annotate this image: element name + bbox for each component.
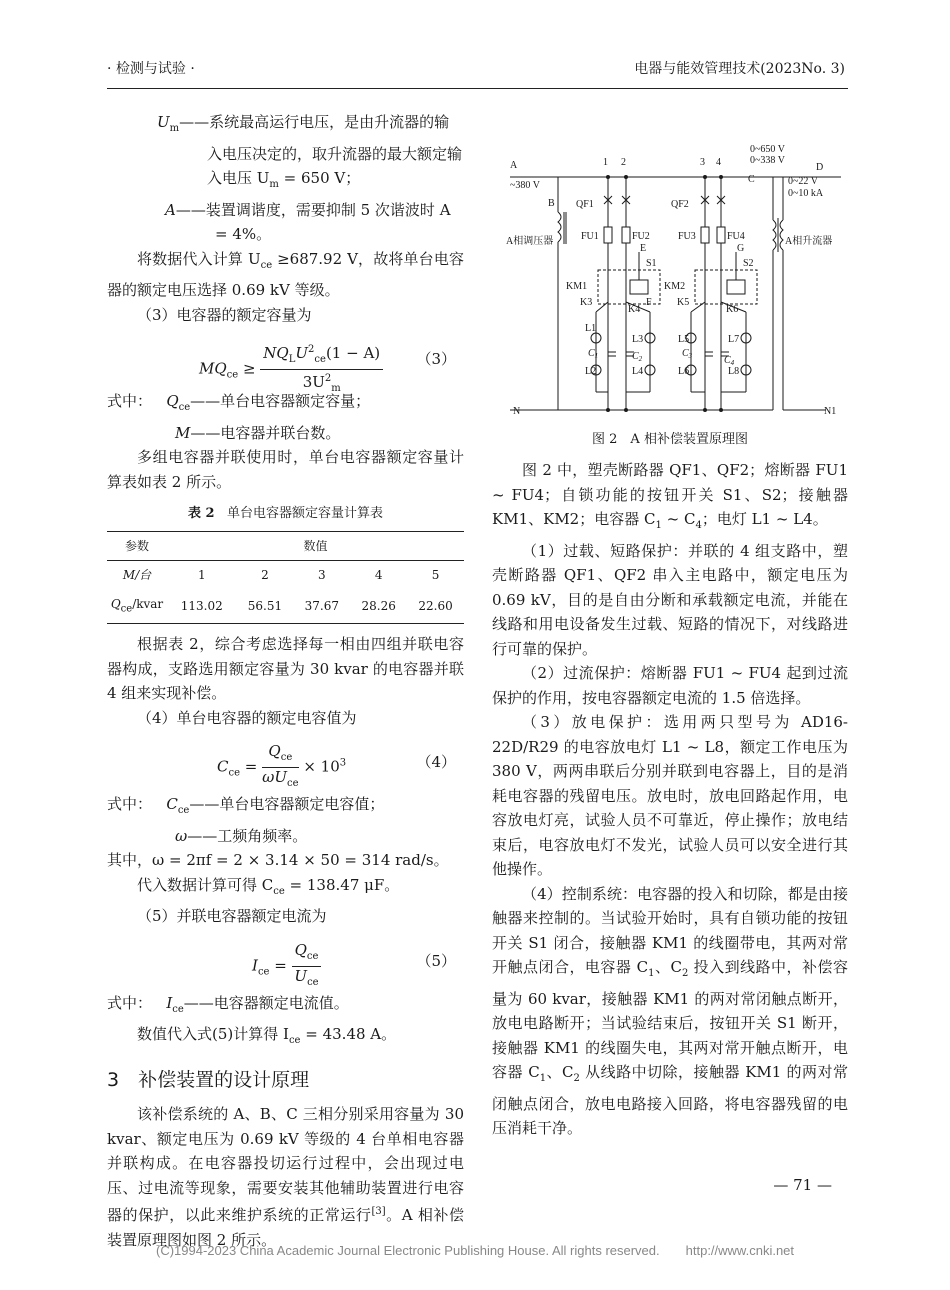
equation-3: $MQ_{ce}$ ≥ $\frac{NQ_LU^2_{ce}(1 - A)}{3U^2_m}$ （3） [107,333,464,383]
label-K6: K6 [726,304,739,315]
node-4: 4 [716,157,721,168]
label-N1: N1 [824,406,837,417]
table-caption: 表 2 单台电容器额定容量计算表 [188,506,383,521]
node-3: 3 [700,157,705,168]
paragraph: 将数据代入计算 $U_{ce} \ge 687.92$ V，故将单台电容器的额定电压选择 0.69 kV 等级。 [107,249,464,299]
label-D: D [816,162,824,173]
table-cell: 28.26 [361,599,396,614]
table-header: 参数 [124,538,149,553]
node-1: 1 [603,157,608,168]
running-header-left: · 检测与试验 · [107,61,195,77]
where-qce: 式中： $Q_{ce}——$单台电容器额定容量； [107,392,371,413]
capacity-table [107,531,464,625]
label-L6: L6 [678,366,690,377]
label-C1: $C_1$ [588,348,599,360]
page-number: — 71 — [773,1176,832,1194]
label-v650: 0~650 V [750,144,785,155]
equation-5: $I_{ce}$ = $\frac{Q_{ce}}{U_{ce}}$ （5） [252,940,456,988]
calc-i: 数值代入式(5)计算得 $I_{ce} = 43.48$ A。 [137,1025,397,1047]
table-cell: 22.60 [418,599,453,614]
table-cell: 3 [317,568,326,582]
label-N: N [513,406,521,417]
label-E: E [640,243,647,254]
paragraph: （1）过载、短路保护：并联的 4 组支路中，塑壳断路器 QF1、QF2 串入主电路中，额定电压为 0.69 kV，目的是自由分断和承载额定电流，并能在线路和用电设备发生过载、短路的情况下，对线路进行可靠的保护。 [492,541,848,658]
calc-c: 代入数据计算可得 $C_{ce} = 138.47$ μF。 [137,875,400,897]
header-rule [107,88,848,89]
label-K3: K3 [580,297,593,308]
where-omega: ω——工频角频率。 [175,826,308,845]
table-cell: 37.67 [304,599,339,614]
node-2: 2 [621,157,626,168]
label-L2: L2 [585,366,597,377]
definition-a: A——装置调谐度，需要抑制 5 次谐波时 A = 4%。 [165,200,451,243]
table-cell: 2 [261,568,269,582]
item-3: （3）电容器的额定容量为 [137,305,312,324]
equation-number: （4） [416,753,456,772]
label-FU4: FU4 [727,231,745,242]
label-B: B [548,198,555,209]
label-FU2: FU2 [632,231,650,242]
where-m: M——电容器并联台数。 [175,423,341,442]
table-cell: M/台 [122,568,152,582]
label-KM2: KM2 [664,281,686,292]
paragraph: （3）放电保护：选用两只型号为 AD16-22D/R29 的电容放电灯 L1 ~ L8，额定工作电压为 380 V，两两串联后分别并联到电容器上，目的是消耗电容器的残留电压。放电时，放电回路起作用，电容放电灯亮，试验人员不可靠近，停止操作；放电结束后，电容放电灯不发光，试验人员可以安全进行其他操作。 [492,713,848,878]
label-v338: 0~338 V [750,155,785,166]
left-column [107,110,464,1252]
label-L8: L8 [728,366,740,377]
table-cell: $Q_{ce}$/kvar [110,596,164,614]
label-C: C [748,174,755,185]
label-QF1: QF1 [576,199,594,210]
equation-number: （3） [416,350,456,368]
label-v22: 0~22 V [788,176,818,187]
label-QF2: QF2 [671,199,689,210]
paragraph: 根据表 2，综合考虑选择每一相由四组并联电容器构成，支路选用额定容量为 30 kvar 的电容器并联 4 组来实现补偿。 [107,635,464,703]
circuit-diagram [506,144,843,422]
table-cell: 113.02 [180,599,223,614]
paragraph: 多组电容器并联使用时，单台电容器额定容量计算表如表 2 所示。 [107,448,464,491]
table-cell: 56.51 [247,599,283,614]
label-L1: L1 [585,323,597,334]
label-KM1: KM1 [566,281,588,292]
label-transformer-a: A相调压器 [506,236,554,247]
omega-line: 其中，ω = 2πf = 2 × 3.14 × 50 = 314 rad/s。 [107,851,449,870]
where-cce: 式中： $C_{ce}——$单台电容器额定电容值； [107,795,385,817]
label-FU3: FU3 [678,231,696,242]
label-K5: K5 [677,297,690,308]
paragraph: 该补偿系统的 A、B、C 三相分别采用容量为 30 kvar、额定电压为 0.69 kV 等级的 4 台单相电容器并联构成。在电容器投切运行过程中，会出现过电压、过电流等现象，需要安装其他辅助装置进行电容器的保护，以此来维护系统的正常运行[3]。A 相补偿装置原理图如图 2 所示。 [107,1105,464,1249]
label-L4: L4 [632,366,644,377]
label-C3: $C_3$ [682,348,693,360]
label-A: A [510,160,518,171]
label-C2: $C_2$ [632,351,643,363]
label-FU1: FU1 [581,231,599,242]
citation[interactable]: [3] [371,1206,386,1218]
paragraph: （4）控制系统：电容器的投入和切除，都是由接触器来控制的。当试验开始时，具有自锁功能的按钮开关 S1 闭合，接触器 KM1 的线圈带电，其两对常开触点闭合，电容器 $C_1$、$C_2$ 投入到线路中，补偿容量为 60 kvar，接触器 KM1 的两对常闭触点断开，放电电路断开；当试验结束后，按钮开关 S1 断开，接触器 KM1 的线圈失电，其两对常开触点断开，电容器 $C_1$、$C_2$ 从线路中切除，接触器 KM1 的两对常闭触点闭合，放电电路接入回路，将电容器残留的电压消耗干净。 [492,884,848,1137]
paragraph: （2）过流保护：熔断器 FU1 ~ FU4 起到过流保护的作用，按电容器额定电流的 1.5 倍选择。 [492,664,848,707]
label-L3: L3 [632,334,644,345]
table-cell: 4 [374,568,383,582]
figure-caption: 图 2 A 相补偿装置原理图 [592,432,748,447]
item-4: （4）单台电容器的额定电容值为 [137,708,357,727]
table-cell: 1 [197,568,206,582]
label-C4: $C_4$ [724,355,735,367]
label-k10: 0~10 kA [788,188,824,199]
section-heading: 3 补偿装置的设计原理 [107,1068,310,1091]
item-5: （5）并联电容器额定电流为 [137,907,327,926]
definition-um: $U_m——$系统最高运行电压，是由升流器的输入电压决定的，取升流器的最大额定输入电压 $U_m = 650$ V； [157,113,463,190]
copyright-footer: (C)1994-2023 China Academic Journal Electronic Publishing House. All rights reserved. http://www.cnki.net [155,1243,795,1258]
label-S1: S1 [646,258,657,269]
label-S2: S2 [743,258,754,269]
equation-4: $C_{ce}$ = $\frac{Q_{ce}}{\omega U_{ce}}$ × $10^3$ （4） [217,742,456,790]
label-G: G [737,243,745,254]
paragraph: 图 2 中，塑壳断路器 QF1、QF2；熔断器 FU1 ~ FU4；自锁功能的按钮开关 S1、S2；接触器 KM1、KM2；电容器 $C_1$ ~ $C_4$；电灯 L1 ~ L4。 [492,461,848,531]
table-cell: 5 [431,568,440,582]
label-380v: ~380 V [510,180,540,191]
label-F: F [646,297,652,308]
label-K4: K4 [628,304,641,315]
label-L5: L5 [678,334,690,345]
where-ice: 式中： $I_{ce}——$电容器额定电流值。 [107,993,349,1015]
right-column [492,458,848,1141]
running-header-right: 电器与能效管理技术(2023No. 3) [634,61,845,77]
equation-number: （5） [416,951,456,970]
label-booster-a: A相升流器 [785,236,833,247]
label-L7: L7 [728,334,740,345]
table-header: 数值 [303,538,328,553]
